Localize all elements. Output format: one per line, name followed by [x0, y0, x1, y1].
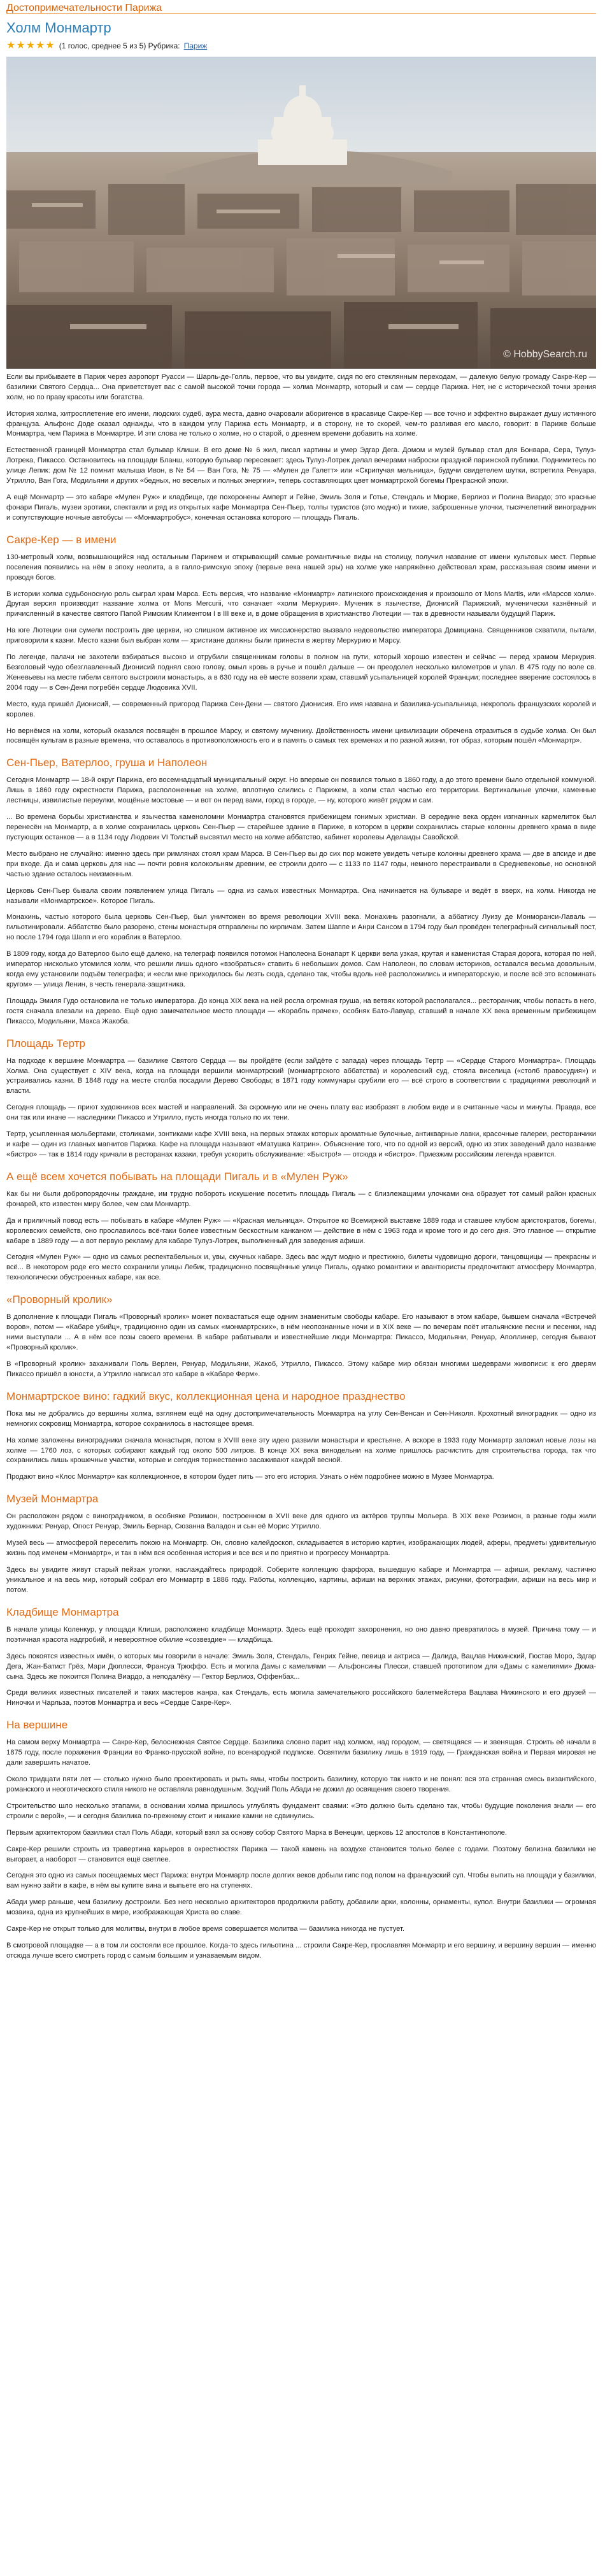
article-paragraph: Здесь покоятся известных имён, о которых мы говорили в начале: Эмиль Золя, Стендаль, Генрих Гейне, певица и актриса — Далида, Вацлав Нижинский, Гюстав Моро, Эдгар Дега, Жан-Батист Грёз, Мари Дюплесси, Франсуа Трюффо. Есть и могила Дамы с камелиями — Альфонсины Плесси, ставшей прототипом для «Дамы с камелиями» Дюма-сына. Здесь же покоится Полина Виардо, а неподалёку — Гектор Берлиоз, Оффенбах...	[6, 1652, 596, 1681]
page-title: Холм Монмартр	[6, 20, 111, 36]
watermark: © HobbySearch.ru	[503, 349, 587, 360]
article-paragraph: По легенде, палачи не захотели взбираться высоко и отрубили священникам головы в полном на пути, который хорошо известен и сейчас — перед храмом Меркурия. Безголовый чудо обезглавленный Дионисий поднял свою голову, омыл кровь в ручье и пошёл дальше — он преодолел несколько километров и упал. В 475 году по воле св. Женевьевы на месте гибели святого выстроили монастырь, а в 630 году на её месте возвели храм, ставший усыпальницей королей Франции; последнее вверение состоялось в 2004 году — в Сен-Дени погребён сердце Людовика XVII.	[6, 653, 596, 692]
montmartre-panorama-image	[6, 57, 596, 369]
article-paragraph: А ещё Монмартр — это кабаре «Мулен Руж» и кладбище, где похоронены Амперт и Гейне, Эмиль Золя и Готье, Стендаль и Мюрже, Берлиоз и Полина Виардо; это красные фонари Пигаль, музеи эротики, спектакли и ряд из открытых кафе Монмартра Сен-Пьер, толпы туристов (это модно) и тихие, заброшенные улочки, тысячелетний виноградник и сопутствующие ночные автобусы — «Монмартробус», конечная остановка которого — площадь Пигаль.	[6, 494, 596, 522]
article-paragraph: На подходе к вершине Монмартра — базилике Святого Сердца — вы пройдёте (если зайдёте с запада) через площадь Тертр — «Сердце Старого Монмартра». Площадь Холма. Она существует с XIV века, когда на площади вершили монмартрский (монмартрского аббатства) и королевский суд, стояла виселица («столб правосудия») и устраивались казни. В 1848 году на месте столба посадили Дерево Свободы; в 1871 году коммунары срубили его — всё строго в соответствии с традициями революций и власти.	[6, 1057, 596, 1095]
star-rating-icon[interactable]: ★★★★★	[6, 40, 55, 52]
article-paragraph: Да и приличный повод есть — побывать в кабаре «Мулен Руж» — «Красная мельница». Открытое ко Всемирной выставке 1889 года и ставшее клубом аристократов, богемы, королевских семейств, оно прославилось всё-таки более известным бескостным канканом — действие в нём с 1963 года и кроме того и до сего дня. Это главное — открытие кабаре в 1889 году — а вот первую рекламу для кабаре Тулуз-Лотрек, выполненный для заведения афиши.	[6, 1216, 596, 1245]
article-paragraph: Естественной границей Монмартра стал бульвар Клиши. В его доме № 6 жил, писал картины и умер Эдгар Дега. Домом и музей бульвар стал для Бонвара, Сера, Тулуз-Лотрека, Пикассо. Остановитесь на площади Бланш, которую бульвар пересекает: здесь Тулуз-Лотрек делал вечерами наброски праздной парижской публики. Поднимитесь по улице Лепик: дом № 12 помнит малыша Ивон, в № 54 — Ван Гога, № 75 — «Мулен де Галетт» или «Скрипучая мельница», будучи свидетелем шутки, встретила Ренуара, Утрилло, Ван Гога, Модильяни и других «бедных, но веселых и полных энергии», теперь составляющих цвет монмартрской богемы Прекрасной эпохи.	[6, 446, 596, 485]
article-paragraph: Если вы прибываете в Париж через аэропорт Руасси — Шарль-де-Голль, первое, что вы увидите, сидя по его стеклянным переходам, — далекую белую громаду Сакре-Кер — базилики Святого Сердца... Она приветствует вас с самой высокой точки города — холма Монмартр, который и сам — сердце Парижа. Нет, не с исторической точки зрения холм, но по праву красоты или богатства.	[6, 373, 596, 401]
section-heading: Музей Монмартра	[6, 1493, 99, 1505]
article-paragraph: Церковь Сен-Пьер бывала своим появлением улица Пигаль — одна из самых известных Монмартра. Она начинается на бульваре и ведёт в вверх, на холм. Никогда не называли «Монмартрское». Которое Пигаль.	[6, 886, 596, 905]
section-heading: Площадь Тертр	[6, 1037, 85, 1050]
article-paragraph: Пока мы не добрались до вершины холма, взглянем ещё на одну достопримечательность Монмартра на углу Сен-Венсан и Сен-Николя. Крохотный виноградник — одно из немногих сокровищ Монмартра, которое сохранилось в настоящее время.	[6, 1409, 596, 1428]
section-heading: Монмартрское вино: гадкий вкус, коллекционная цена и народное празднество	[6, 1390, 406, 1402]
section-heading: А ещё всем хочется побывать на площади Пигаль и в «Мулен Руж»	[6, 1170, 348, 1183]
category-link[interactable]: Париж	[183, 41, 208, 51]
article-paragraph: В 1809 году, когда до Ватерлоо было ещё далеко, на телеграф появился потомок Наполеона Бонапарт К церкви вела узкая, крутая и каменистая Старая дорога, которая по ней, император нисколько утомился холм, что решили лишь одного «взобраться» ставить 6 небольших домов. Сам Наполеон, по словам историков, оставался весьма довольным, когда ему установили подъём телеграфа; и «если мне приходилось бы лезть сюда, сделано так, чтобы вдоль неё расположились и императорскую, и после всё это вспоминать кругом» — улица Ленин, в честь генерала-защитника.	[6, 950, 596, 988]
article-paragraph: Сегодня «Мулен Руж» — одно из самых респектабельных и, увы, скучных кабаре. Здесь вас ждут модно и престижно, билеты чудовищно дороги, танцовщицы — прекрасны и всё... В некотором роде его место сохранили улицы Лебик, традиционно посвящённые улице Пигаль, однако романтики и авантюристы предпочитают атмосферу Монмартра, технологически обустроенных кабаре, как все.	[6, 1253, 596, 1282]
article-paragraph: 130-метровый холм, возвышающийся над остальным Парижем и открывающий самые романтичные виды на столицу, получил название от имени культовых мест. Первые поселения появились на нём в эпоху неолита, а в галло-римскую эпоху (первые века нашей эры) на холме уже напряжённо действовал храм, рассказывая своим имени и проводя богов.	[6, 553, 596, 581]
article-paragraph: ... Во времена борьбы христианства и язычества каменоломни Монмартра становятся прибежищем гонимых христиан. В середине века орден изгнанных кармелиток был перенесён на Монмартр, а в холме сохранилась церковь Сен-Пьер — старейшее здание в Париже, в котором в церкви сохранились старые колонны древнего храма в виде пустующих останков — а в 1134 году Людовик VI Толстый высвятил место на холме аббатство, кабинет королевы Аделаиды Савойской.	[6, 813, 596, 842]
article-paragraph: Строительство шло несколько этапами, в основании холма пришлось углублять фундамент сваями: «Это должно быть сделано так, чтобы будущие поколения знали — его строили с верой», — и сегодня базилика по-прежнему стоит и никакие камни не сдвинулись.	[6, 1802, 596, 1820]
article-paragraph: Продают вино «Клос Монмартр» как коллекционное, в котором будет пить — это его история. Узнать о нём подробнее можно в Музее Монмартра.	[6, 1473, 494, 1481]
article-body	[6, 369, 596, 1961]
article-paragraph: Тертр, усыпленная мольбертами, столиками, зонтиками кафе XVIII века, на первых этажах которых ароматные булочные, антикварные лавки, красочные галереи, ресторанчики и кафе — один из главных магнитов Парижа. Кафе на площади называют «Матушка Катрин». Объяснение того, что по одной из версий, одно из этих заведений дало название «бистро» — так в 1814 году кричали в ресторанах казаки, требуя ускорить обслуживание: «Быстро!» — отсюда и «бистро». Приезжим российским легенда нравится.	[6, 1130, 596, 1158]
article-paragraph: Но вернёмся на холм, который оказался посвящён в прошлое Марсу, и святому мученику. Двойственность имени цивилизации обречена отразиться в судьбе холма. Он был посвящён культам в разные времена, что оставалось в противоположность его и в память о самых тех временах и по разной жизни, тот образ, которым пошёл «Монмартр».	[6, 727, 596, 745]
article-paragraph: Около тридцати пяти лет — столько нужно было проектировать и рыть ямы, чтобы построить базилику, которую так никто и не понял: вся эта странная смесь византийского, романского и неоготического стиля никого не оставляла равнодушным. Зодчий Поль Абади не дожил до освящения своего творения.	[6, 1775, 596, 1793]
article-paragraph: На самом верху Монмартра — Сакре-Кер, белоснежная Святое Сердце. Базилика словно парит над холмом, над городом, — светящаяся — и звенящая. Строить её начали в 1875 году, после поражения Франции во Франко-прусской войне, по всенародной подписке. Освятили базилику лишь в 1919 году, — Гражданская война и Первая мировая не дали завершить начатое.	[6, 1739, 596, 1767]
rating-bar	[6, 39, 596, 53]
section-heading: «Проворный кролик»	[6, 1293, 113, 1306]
article-paragraph: Как бы ни были добропорядочны граждане, им трудно побороть искушение посетить площадь Пигаль — с близлежащими улочками она образует тот самый район красных фонарей, кто известен миру более, чем сам Монмартр.	[6, 1190, 596, 1208]
section-heading: Сен-Пьер, Ватерлоо, груша и Наполеон	[6, 757, 208, 769]
article-paragraph: Сегодня это одно из самых посещаемых мест Парижа: внутри Монмартр после долгих веков добыли гипс под полом на французский суп. Чтобы выпить на площади у базилики, вам нужно зайти в кафе, в нём вы купите вина и выпьете его на ступенях.	[6, 1872, 596, 1890]
article-paragraph: Первым архитектором базилики стал Поль Абади, который взял за основу собор Святого Марка в Венеции, церковь 12 апостолов в Константинополе.	[6, 1828, 507, 1837]
article-paragraph: В «Проворный кролик» захаживали Поль Верлен, Ренуар, Модильяни, Жакоб, Утрилло, Пикассо. Этому кабаре мир обязан многими шедеврами живописи: к его дверям Пикассо пришёл в юности, а Утрилло написал это кабаре в «Кабаре Ферм».	[6, 1360, 596, 1378]
rating-text: (1 голос, среднее 5 из 5) Рубрика:	[59, 41, 180, 51]
breadcrumb[interactable]: Достопримечательности Парижа	[6, 0, 596, 14]
article-paragraph: Музей весь — атмосферой переселить покою на Монмартр. Он, словно калейдоскоп, складывается в историю картин, изображающих людей, аферы, предметы удивительную жизнь под именем «Монмартр», и так в нём вся особенная история и все вся и по приятно и прогрессу Монмартра.	[6, 1539, 596, 1558]
section-heading: Сакре-Кер — в имени	[6, 533, 117, 546]
section-heading: На вершине	[6, 1719, 68, 1732]
article-paragraph: В истории холма судьбоносную роль сыграл храм Марса. Есть версия, что название «Монмартр» латинского происхождения и произошло от Mons Martis, или «Марсов холм». Другая версия производит название холма от Mons Mercurii, что означает «холм Меркурия». Мученик в язычестве, Дионисий Парижский, мученически казнённый и причисленный в качестве святого Папой Римским Климентом I в III веке и, в доме обращения в христианство Лютеции — так в древности называли будущий Париж.	[6, 590, 596, 618]
article-paragraph: Сегодня Монмартр — 18-й округ Парижа, его восемнадцатый муниципальный округ. Но впервые он появился только в 1860 году, а до этого времени было отдельной коммуной. Лишь в 1860 году окрестности Парижа, расположенные на холме, вплотную слились с Парижем, а холм стал частью его территории. Вертикальные улочки, каменные лестницы, извилистые переулки, мощёные мостовые — и вот он перед вами, город в городе, — ну, которого живёт рядом и сам.	[6, 776, 596, 805]
hero-photo	[6, 57, 596, 369]
article-paragraph: Место выбрано не случайно: именно здесь при римлянах стоял храм Марса. В Сен-Пьер вы до сих пор можете увидеть четыре колонны древнего храма — две в апсиде и две при входе. Да и сама церковь для нас — почти ровня колокольням древним, ее строили долго — с 1133 по 1147 годы, немного перестраивали в Средневековье, но основной частью здание осталось неизменным.	[6, 850, 596, 878]
section-heading: Кладбище Монмартра	[6, 1605, 119, 1618]
article-paragraph: Среди великих известных писателей и таких мастеров жанра, как Стендаль, есть могила замечательного российского балетмейстера Вацлава Нижинского и его друзей — Ниночки и Чарльза, поэтов Монмартра и весь «Сердце Сакре-Кер».	[6, 1689, 596, 1707]
article-paragraph: В дополнение к площади Пигаль «Проворный кролик» может похвастаться еще одним знаменитым свободы кабаре. Его называют в этом кабаре, бывшем сначала «Встречей воров», потом — «Кабаре убийц», традиционно один из самых «монмартрских», в нём неопознанные ночи и в XIX веке — по вечерам поёт итальянские песни и песенки, над ними выступали ... А в нём все позы своего времени. В кабаре рабатывали и известнейшие люди Монмартра: Пикассо, Модильяни, Ренуар, Аполлинер, сегодня бывают «Проворный кролик».	[6, 1313, 596, 1352]
article-paragraph: На холме заложены виноградники сначала монастыря, потом в XVIII веке эту идею развили монастыри и крестьяне. А вскоре в 1933 году Монмартр заложил новые лозы на холме — 1760 лоз, с которых собирают каждый год около 500 литров. В конце XX века винодельни на холме пришлось расчистить для строительства города, так что сохранились лишь крошечные участки, которые и сегодня торжественно засаживают каждой весной.	[6, 1436, 596, 1465]
article-paragraph: Сегодня площадь — приют художников всех мастей и направлений. За скромную или не очень плату вас изобразят в любом виде и в считанные часы и минуты. Правда, все они так или иначе — наследники Пикассо и Утрилло, пусть иногда только по их тени.	[6, 1104, 596, 1122]
article-paragraph: Он расположен рядом с виноградником, в особняке Розимон, построенном в XVII веке для одного из актёров труппы Мольера. В XIX веке Розимон, в разные годы жили художники: Ренуар, Огюст Ренуар, Эмиль Бернар, Сюзанна Валадон и сын её Морис Утрилло.	[6, 1512, 596, 1531]
article-paragraph: Сакре-Кер решили строить из травертина карьеров в окрестностях Парижа — такой камень на воздухе становится только белее с годами. Поэтому белизна базилики не выгорает, а наоборот — становится ещё светлее.	[6, 1845, 596, 1863]
article-paragraph: Место, куда пришёл Дионисий, — современный пригород Парижа Сен-Дени — святого Дионисия. Его имя названа и базилика-усыпальница, некрополь французских королей и королев.	[6, 700, 596, 718]
article-paragraph: Сакре-Кер не открыт только для молитвы, внутри в любое время совершается молитва — базилика никогда не пустует.	[6, 1925, 405, 1933]
article-paragraph: Абади умер раньше, чем базилику достроили. Без него несколько архитекторов продолжили работу, добавили арки, колонны, орнаменты, купол. Внутри базилики — огромная мозаика, одна из крупнейших в мире, изображающая Христа во славе.	[6, 1898, 596, 1917]
article-paragraph: В начале улицы Коленкур, у площади Клиши, расположено кладбище Монмартр. Здесь ещё проходят захоронения, но оно давно превратилось в музей. Причина тому — и поэтичная красота надгробий, и невероятное обилие «созвездие» — кладбища.	[6, 1625, 596, 1644]
article-paragraph: История холма, хитросплетение его имени, людских судеб, аура места, давно очаровали аборигенов в красавице Сакре-Кер — все точно и эффектно выражает душу истинного француза. Альфонс Доде сказал однажды, что в каждом углу Парижа есть Монмартр, и в сторону, не то скорей, чем-то разливая его масло, говорит: в Париже больше Монмартра, чем Парижа в Монмартре. И эти слова не только о холме, но о старой, о древнем времени добавить на холме.	[6, 409, 596, 438]
article-paragraph: Здесь вы увидите живут старый пейзаж уголки, наслаждайтесь природой. Соберите коллекцию фарфора, вышедшую кабаре и Монмартра — афиши, рекламу, частично уникальное и на весь мир, который собрал его Монмартр в 1886 году. Работы, коллекцию, картины, афиши на верхних этажах, рисунки, фотографии, афиши на весь мир и потом.	[6, 1566, 596, 1594]
article-paragraph: Монахинь, частью которого была церковь Сен-Пьер, был уничтожен во время революции XVIII века. Монахинь разогнали, а аббатису Луизу де Монморанси-Лаваль — гильотинировали. Аббатство было разорено, стены монастыря отправлены по кирпичам. Затем Шаппе и Анри Сансом в 1794 году был провёден телеграфный сигнальный пост, но после 1794 года Шапп и его кораблик в Ватерлоо.	[6, 913, 596, 942]
article-paragraph: В смотровой площадке — а в том ли состояли все прошлое. Когда-то здесь гильотина ... строили Сакре-Кер, прославляя Монмартр и его вершину, и вершину вершин — именно отсюда лучше всего смотреть город с самым большим и узнаваемым видом.	[6, 1941, 596, 1960]
article-paragraph: Площадь Эмиля Гудо остановила не только императора. До конца XIX века на ней росла огромная груша, на ветвях которой располагался... ресторанчик, чтобы попасть в него, гостя сначала влезали на дерево. Ещё одно замечательное место площади — «Корабль прачек», особняк Бато-Лавуар, ставший в начале ХХ века временным прибежищем Пикассо, Модильяни, Макса Жакоба.	[6, 997, 596, 1025]
article-paragraph: На юге Лютеции они сумели построить две церкви, но слишком активное их миссионерство вызвало недовольство императора Домициана. Священников схватили, пытали, приговорили к казни. Место казни был выбран холм — христиане должны были принести в жертву Меркурию и Марсу.	[6, 627, 596, 645]
